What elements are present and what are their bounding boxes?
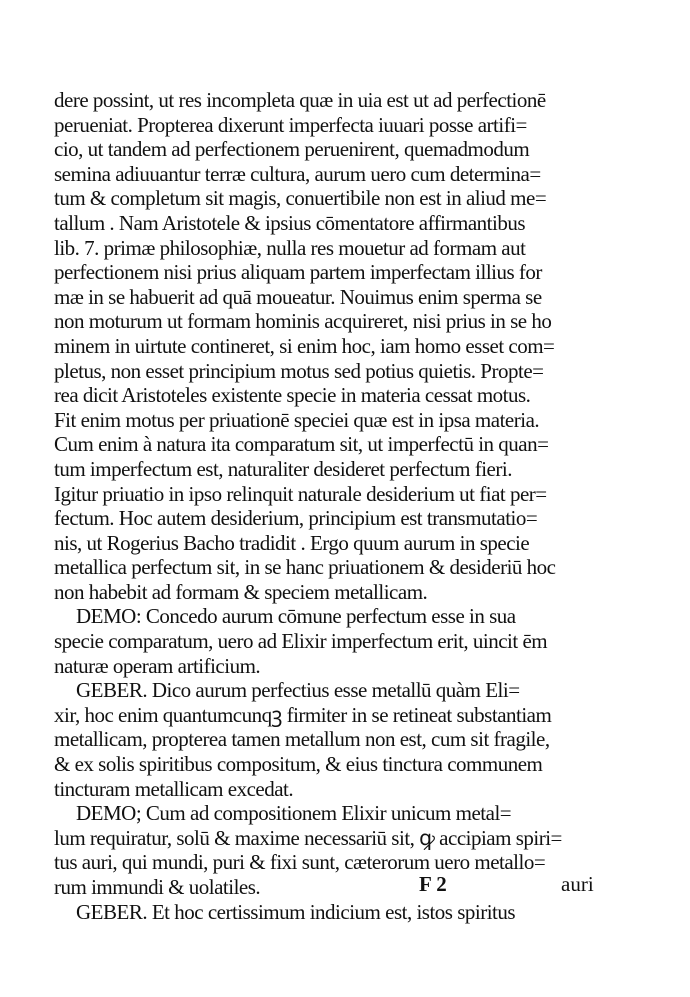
text-line: tum imperfectum est, naturaliter desideret perfectum fieri. bbox=[54, 456, 512, 481]
text-line: GEBER. Et hoc certissimum indicium est, istos spiritus bbox=[76, 899, 516, 924]
text-line: tus auri, qui mundi, puri & fixi sunt, cæterorum uero metallo= bbox=[54, 850, 546, 875]
text-line: lib. 7. primæ philosophiæ, nulla res mouetur ad formam aut bbox=[54, 235, 526, 260]
text-line: lum requiratur, solū & maxime necessariū sit, ꝙ accipiam spiri= bbox=[54, 825, 562, 850]
text-line: non moturum ut formam hominis acquireret, nisi prius in se ho bbox=[54, 309, 552, 334]
text-line: dere possint, ut res incompleta quæ in uia est ut ad perfectionē bbox=[54, 88, 546, 112]
text-line: & ex solis spiritibus compositum, & eius tinctura communem bbox=[54, 752, 543, 777]
text-line: specie comparatum, uero ad Elixir imperfectum erit, uincit ēm bbox=[54, 629, 548, 654]
text-line: naturæ operam artificium. bbox=[54, 653, 261, 678]
text-line: rea dicit Aristoteles existente specie in materia cessat motus. bbox=[54, 383, 531, 408]
text-line: pletus, non esset principium motus sed potius quietis. Propte= bbox=[54, 358, 544, 383]
text-line: GEBER. Dico aurum perfectius esse metallū quàm Eli= bbox=[76, 678, 520, 703]
text-line: nis, ut Rogerius Bacho tradidit . Ergo quum aurum in specie bbox=[54, 530, 530, 555]
text-line: tum & completum sit magis, conuertibile non est in aliud me= bbox=[54, 186, 547, 211]
text-line: xir, hoc enim quantumcunqꝫ firmiter in se retineat substantiam bbox=[54, 702, 552, 727]
text-line: DEMO: Concedo aurum cōmune perfectum esse in sua bbox=[76, 604, 516, 629]
signature-mark: F 2 bbox=[419, 872, 447, 896]
page-footer bbox=[0, 872, 690, 902]
text-line: cio, ut tandem ad perfectionem peruenirent, quemadmodum bbox=[54, 137, 530, 162]
main-text-block bbox=[54, 88, 602, 924]
text-line: perueniat. Propterea dixerunt imperfecta iuuari posse artifi= bbox=[54, 112, 527, 137]
text-line: non habebit ad formam & speciem metallicam. bbox=[54, 579, 428, 604]
text-line: semina adiuuantur terræ cultura, aurum uero cum determina= bbox=[54, 161, 541, 186]
text-line: tallum . Nam Aristotele & ipsius cōmentatore affirmantibus bbox=[54, 210, 526, 235]
text-line: mæ in se habuerit ad quā moueatur. Nouimus enim sperma se bbox=[54, 284, 542, 309]
text-line: metallicam, propterea tamen metallum non est, cum sit fragile, bbox=[54, 727, 550, 752]
text-line: fectum. Hoc autem desiderium, principium est transmutatio= bbox=[54, 506, 538, 531]
text-line: tincturam metallicam excedat. bbox=[54, 776, 294, 801]
catchword: auri bbox=[561, 872, 594, 896]
text-line: Fit enim motus per priuationē speciei quæ est in ipsa materia. bbox=[54, 407, 540, 432]
text-line: rum immundi & uolatiles. bbox=[54, 875, 261, 899]
text-line: perfectionem nisi prius aliquam partem imperfectam illius for bbox=[54, 260, 542, 285]
text-line: Cum enim à natura ita comparatum sit, ut imperfectū in quan= bbox=[54, 432, 549, 457]
text-line: minem in uirtute contineret, si enim hoc, iam homo esset com= bbox=[54, 333, 555, 358]
text-line: Igitur priuatio in ipso relinquit naturale desiderium ut fiat per= bbox=[54, 481, 547, 506]
text-line: metallica perfectum sit, in se hanc priuationem & desideriū hoc bbox=[54, 555, 556, 580]
text-line: DEMO; Cum ad compositionem Elixir unicum metal= bbox=[76, 801, 512, 826]
